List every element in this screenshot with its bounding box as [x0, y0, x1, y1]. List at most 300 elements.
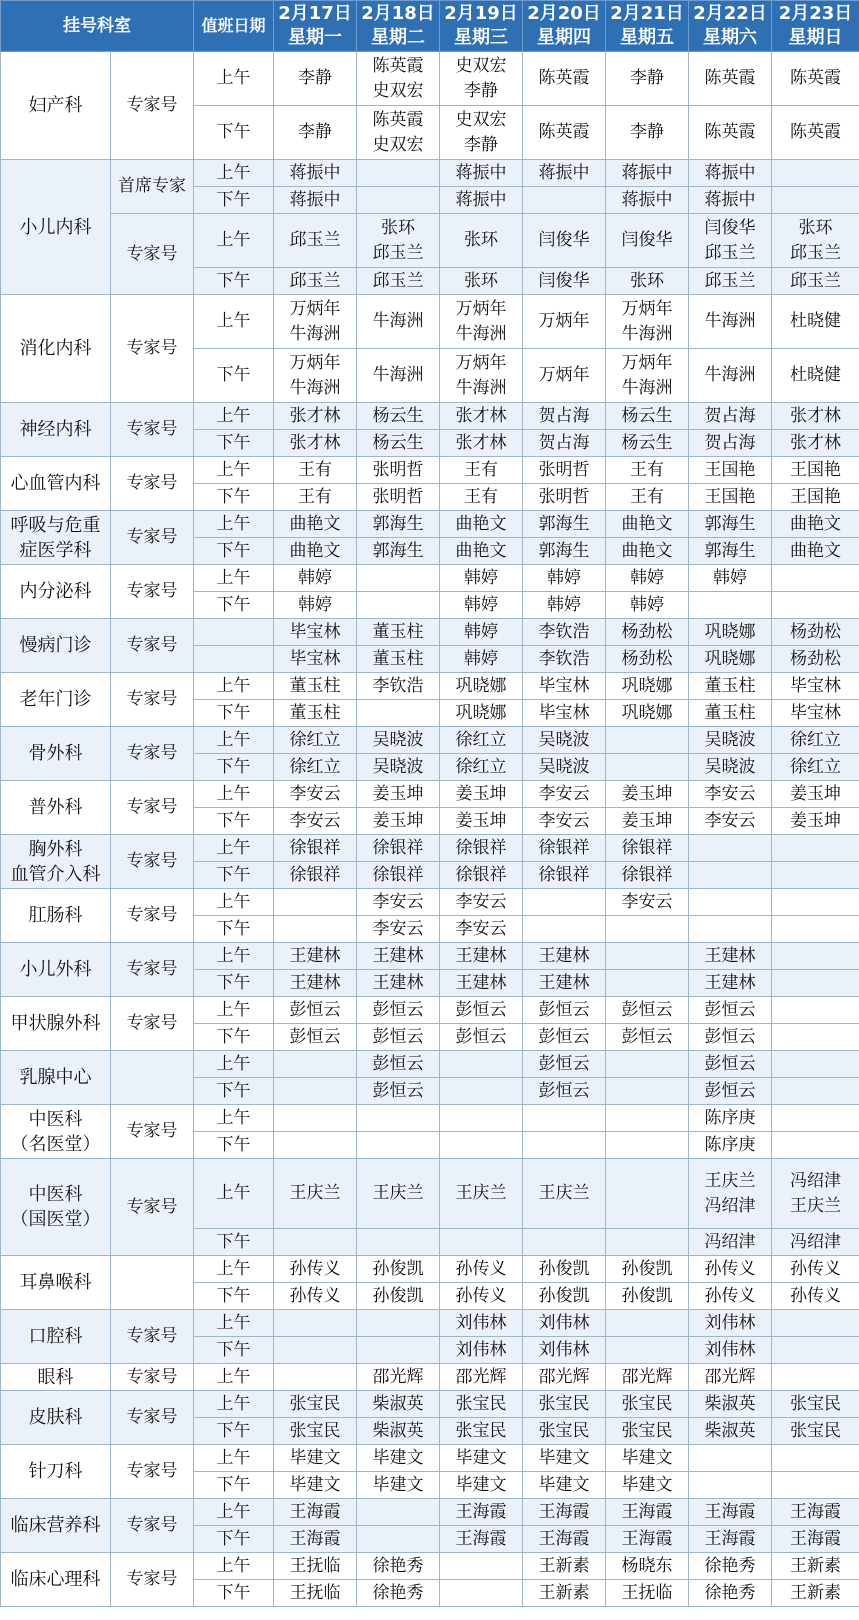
doctor-cell: 闫俊华	[606, 214, 689, 268]
department-name: 消化内科	[1, 295, 111, 403]
doctor-cell	[357, 1105, 440, 1132]
doctor-cell	[523, 187, 606, 214]
doctor-cell: 李安云	[357, 916, 440, 943]
doctor-cell	[274, 1364, 357, 1391]
session-label: 上午	[194, 997, 274, 1024]
doctor-cell: 徐红立	[274, 727, 357, 754]
doctor-cell: 李静	[274, 106, 357, 160]
doctor-cell	[689, 862, 772, 889]
doctor-cell	[772, 1132, 859, 1159]
doctor-cell: 徐红立	[772, 754, 859, 781]
schedule-row	[1, 403, 859, 430]
doctor-cell: 彭恒云	[689, 1078, 772, 1105]
department-name: 中医科 （国医堂）	[1, 1159, 111, 1256]
doctor-cell	[606, 727, 689, 754]
registration-type: 专家号	[111, 1310, 194, 1364]
registration-type: 专家号	[111, 295, 194, 403]
doctor-cell: 邱玉兰	[689, 268, 772, 295]
doctor-cell	[606, 1105, 689, 1132]
doctor-cell	[440, 1132, 523, 1159]
doctor-cell: 柴淑英	[357, 1391, 440, 1418]
doctor-cell: 张环	[440, 268, 523, 295]
session-label	[194, 619, 274, 646]
doctor-cell: 毕宝林	[523, 700, 606, 727]
doctor-cell: 毕建文	[274, 1472, 357, 1499]
doctor-cell: 万炳年 牛海洲	[440, 349, 523, 403]
doctor-cell: 毕建文	[606, 1472, 689, 1499]
session-label: 上午	[194, 52, 274, 106]
doctor-cell: 彭恒云	[440, 997, 523, 1024]
doctor-cell: 孙俊凯	[606, 1283, 689, 1310]
doctor-cell: 姜玉坤	[772, 781, 859, 808]
doctor-cell: 孙传义	[689, 1256, 772, 1283]
session-label: 下午	[194, 808, 274, 835]
doctor-cell: 王新素	[523, 1553, 606, 1580]
doctor-cell: 王建林	[274, 943, 357, 970]
doctor-cell: 彭恒云	[357, 997, 440, 1024]
doctor-cell	[772, 916, 859, 943]
doctor-cell: 郭海生	[357, 511, 440, 538]
schedule-row	[1, 1159, 859, 1229]
doctor-cell: 闫俊华	[523, 214, 606, 268]
registration-type: 专家号	[111, 1105, 194, 1159]
doctor-cell: 张环	[606, 268, 689, 295]
doctor-cell: 刘伟林	[689, 1337, 772, 1364]
session-label: 上午	[194, 1364, 274, 1391]
doctor-cell: 邵光辉	[357, 1364, 440, 1391]
doctor-cell	[772, 1472, 859, 1499]
session-label: 下午	[194, 700, 274, 727]
doctor-cell: 张环 邱玉兰	[772, 214, 859, 268]
doctor-cell: 张宝民	[440, 1391, 523, 1418]
doctor-cell	[772, 1364, 859, 1391]
doctor-cell: 蒋振中	[440, 160, 523, 187]
doctor-cell: 王抚临	[606, 1580, 689, 1607]
doctor-cell: 王海霞	[772, 1526, 859, 1553]
doctor-cell: 王有	[606, 484, 689, 511]
registration-type: 专家号	[111, 52, 194, 160]
department-name: 临床营养科	[1, 1499, 111, 1553]
doctor-cell: 杨云生	[357, 430, 440, 457]
doctor-cell: 李静	[606, 52, 689, 106]
doctor-cell: 邵光辉	[440, 1364, 523, 1391]
doctor-cell	[523, 916, 606, 943]
session-label: 下午	[194, 916, 274, 943]
doctor-cell: 贺占海	[523, 403, 606, 430]
doctor-cell: 韩婷	[274, 592, 357, 619]
registration-type: 专家号	[111, 214, 194, 295]
doctor-cell: 王国艳	[689, 484, 772, 511]
department-name: 心血管内科	[1, 457, 111, 511]
doctor-cell: 蒋振中	[274, 160, 357, 187]
doctor-cell: 王庆兰	[523, 1159, 606, 1229]
doctor-cell: 蒋振中	[440, 187, 523, 214]
doctor-cell	[357, 1310, 440, 1337]
doctor-cell: 蒋振中	[523, 160, 606, 187]
doctor-cell: 张宝民	[274, 1391, 357, 1418]
doctor-cell	[357, 700, 440, 727]
doctor-cell: 万炳年 牛海洲	[606, 349, 689, 403]
session-label: 上午	[194, 565, 274, 592]
department-name: 小儿内科	[1, 160, 111, 295]
session-label: 下午	[194, 1229, 274, 1256]
doctor-cell: 冯绍津 王庆兰	[772, 1159, 859, 1229]
doctor-cell: 孙传义	[440, 1283, 523, 1310]
dept-header: 挂号科室	[1, 1, 194, 52]
doctor-cell: 孙传义	[274, 1256, 357, 1283]
doctor-cell	[357, 1337, 440, 1364]
doctor-cell: 徐艳秀	[357, 1580, 440, 1607]
doctor-cell: 李安云	[440, 916, 523, 943]
doctor-cell: 李钦浩	[523, 619, 606, 646]
department-name: 耳鼻喉科	[1, 1256, 111, 1310]
doctor-cell: 王抚临	[274, 1553, 357, 1580]
doctor-cell: 王国艳	[772, 484, 859, 511]
doctor-cell: 王庆兰	[357, 1159, 440, 1229]
doctor-cell: 徐银祥	[274, 862, 357, 889]
doctor-cell: 毕建文	[357, 1472, 440, 1499]
department-name: 普外科	[1, 781, 111, 835]
doctor-cell: 李钦浩	[357, 673, 440, 700]
doctor-cell: 蒋振中	[274, 187, 357, 214]
doctor-cell: 孙俊凯	[523, 1283, 606, 1310]
session-label: 下午	[194, 1418, 274, 1445]
doctor-cell: 孙俊凯	[357, 1256, 440, 1283]
doctor-cell: 曲艳文	[606, 511, 689, 538]
doctor-cell: 贺占海	[523, 430, 606, 457]
session-label: 下午	[194, 592, 274, 619]
doctor-cell	[606, 754, 689, 781]
doctor-cell: 徐红立	[772, 727, 859, 754]
doctor-cell	[606, 970, 689, 997]
doctor-cell: 姜玉坤	[440, 781, 523, 808]
doctor-cell	[274, 1229, 357, 1256]
session-label: 上午	[194, 457, 274, 484]
doctor-cell: 张宝民	[523, 1418, 606, 1445]
doctor-cell: 彭恒云	[440, 1024, 523, 1051]
session-label: 下午	[194, 538, 274, 565]
doctor-cell: 王海霞	[523, 1499, 606, 1526]
doctor-cell: 王有	[440, 457, 523, 484]
doctor-cell: 徐红立	[440, 754, 523, 781]
doctor-cell: 李安云	[606, 889, 689, 916]
registration-type: 首席专家	[111, 160, 194, 214]
doctor-cell: 姜玉坤	[606, 808, 689, 835]
doctor-cell	[523, 1229, 606, 1256]
schedule-row	[1, 1310, 859, 1337]
doctor-cell: 李安云	[274, 808, 357, 835]
registration-type: 专家号	[111, 1553, 194, 1607]
doctor-cell: 杨劲松	[772, 619, 859, 646]
registration-type: 专家号	[111, 727, 194, 781]
doctor-cell: 刘伟林	[689, 1310, 772, 1337]
doctor-cell: 张宝民	[523, 1391, 606, 1418]
doctor-cell: 王海霞	[440, 1499, 523, 1526]
registration-type: 专家号	[111, 1391, 194, 1445]
doctor-cell	[606, 1132, 689, 1159]
session-label: 上午	[194, 511, 274, 538]
doctor-cell: 杨云生	[357, 403, 440, 430]
schedule-body	[1, 52, 859, 1607]
doctor-cell: 李安云	[440, 889, 523, 916]
doctor-cell: 孙俊凯	[357, 1283, 440, 1310]
doctor-cell: 杨劲松	[772, 646, 859, 673]
doctor-cell	[772, 889, 859, 916]
doctor-cell: 彭恒云	[357, 1078, 440, 1105]
doctor-cell	[689, 889, 772, 916]
header-row	[1, 1, 859, 52]
doctor-cell: 徐银祥	[274, 835, 357, 862]
doctor-cell: 李安云	[357, 889, 440, 916]
doctor-cell: 张才林	[440, 430, 523, 457]
session-label: 上午	[194, 160, 274, 187]
doctor-cell: 毕建文	[357, 1445, 440, 1472]
doctor-cell: 彭恒云	[274, 997, 357, 1024]
registration-type: 专家号	[111, 619, 194, 673]
doctor-cell: 张环	[440, 214, 523, 268]
doctor-cell	[440, 1229, 523, 1256]
doctor-cell: 王建林	[440, 970, 523, 997]
doctor-cell	[606, 1310, 689, 1337]
doctor-cell: 彭恒云	[523, 1078, 606, 1105]
schedule-row	[1, 997, 859, 1024]
doctor-cell: 贺占海	[689, 403, 772, 430]
schedule-row	[1, 160, 859, 187]
doctor-cell	[440, 1580, 523, 1607]
doctor-cell: 郭海生	[689, 511, 772, 538]
doctor-cell: 韩婷	[523, 592, 606, 619]
doctor-cell: 牛海洲	[357, 295, 440, 349]
doctor-cell	[357, 1499, 440, 1526]
doctor-cell: 牛海洲	[689, 295, 772, 349]
doctor-cell: 姜玉坤	[357, 808, 440, 835]
session-label: 下午	[194, 1526, 274, 1553]
doctor-cell	[772, 862, 859, 889]
doctor-cell: 刘伟林	[523, 1310, 606, 1337]
department-name: 皮肤科	[1, 1391, 111, 1445]
session-label: 下午	[194, 1078, 274, 1105]
doctor-cell	[523, 1105, 606, 1132]
registration-type: 专家号	[111, 889, 194, 943]
doctor-cell: 闫俊华	[523, 268, 606, 295]
doctor-cell: 邱玉兰	[357, 268, 440, 295]
doctor-cell	[772, 1078, 859, 1105]
doctor-cell: 孙传义	[440, 1256, 523, 1283]
registration-type: 专家号	[111, 835, 194, 889]
doctor-cell: 王建林	[523, 970, 606, 997]
doctor-cell: 李静	[606, 106, 689, 160]
session-label: 上午	[194, 1391, 274, 1418]
session-label: 上午	[194, 403, 274, 430]
doctor-cell: 李钦浩	[523, 646, 606, 673]
doctor-cell: 巩晓娜	[606, 700, 689, 727]
doctor-cell	[606, 1051, 689, 1078]
doctor-cell: 王海霞	[606, 1499, 689, 1526]
doctor-cell: 彭恒云	[523, 1024, 606, 1051]
doctor-cell: 董玉柱	[274, 700, 357, 727]
doctor-cell	[772, 160, 859, 187]
registration-type: 专家号	[111, 1159, 194, 1256]
department-name: 口腔科	[1, 1310, 111, 1364]
registration-type: 专家号	[111, 565, 194, 619]
doctor-cell	[274, 889, 357, 916]
doctor-cell	[274, 1337, 357, 1364]
registration-type	[111, 1051, 194, 1105]
doctor-cell: 彭恒云	[523, 997, 606, 1024]
doctor-cell: 杜晓健	[772, 295, 859, 349]
day-header: 2月23日 星期日	[772, 1, 859, 52]
doctor-cell	[606, 1337, 689, 1364]
session-label: 下午	[194, 484, 274, 511]
doctor-cell	[772, 835, 859, 862]
session-label: 上午	[194, 1105, 274, 1132]
doctor-cell: 王有	[440, 484, 523, 511]
doctor-cell: 姜玉坤	[357, 781, 440, 808]
doctor-cell: 李安云	[523, 808, 606, 835]
schedule-row	[1, 1499, 859, 1526]
doctor-cell: 李安云	[274, 781, 357, 808]
department-name: 内分泌科	[1, 565, 111, 619]
department-name: 眼科	[1, 1364, 111, 1391]
doctor-cell: 王建林	[357, 970, 440, 997]
doctor-cell: 王建林	[440, 943, 523, 970]
doctor-cell: 曲艳文	[772, 511, 859, 538]
doctor-cell: 牛海洲	[689, 349, 772, 403]
doctor-cell: 曲艳文	[274, 538, 357, 565]
doctor-cell: 徐银祥	[357, 835, 440, 862]
doctor-cell: 韩婷	[606, 592, 689, 619]
doctor-cell	[357, 187, 440, 214]
doctor-cell: 吴晓波	[523, 754, 606, 781]
doctor-cell: 邱玉兰	[274, 268, 357, 295]
doctor-cell: 巩晓娜	[606, 673, 689, 700]
doctor-cell: 王庆兰	[440, 1159, 523, 1229]
doctor-cell: 郭海生	[523, 538, 606, 565]
doctor-cell: 张才林	[772, 403, 859, 430]
session-label: 下午	[194, 187, 274, 214]
doctor-cell: 孙俊凯	[606, 1256, 689, 1283]
doctor-cell: 徐银祥	[523, 862, 606, 889]
session-label: 下午	[194, 754, 274, 781]
doctor-cell: 王有	[274, 457, 357, 484]
doctor-cell: 王海霞	[440, 1526, 523, 1553]
doctor-cell	[523, 1132, 606, 1159]
session-label: 上午	[194, 889, 274, 916]
registration-type: 专家号	[111, 997, 194, 1051]
doctor-cell: 张才林	[772, 430, 859, 457]
doctor-cell: 冯绍津	[772, 1229, 859, 1256]
doctor-cell: 徐银祥	[523, 835, 606, 862]
doctor-cell: 彭恒云	[606, 997, 689, 1024]
doctor-cell: 刘伟林	[440, 1310, 523, 1337]
doctor-cell	[772, 187, 859, 214]
doctor-cell: 万炳年	[523, 295, 606, 349]
doctor-cell: 万炳年 牛海洲	[606, 295, 689, 349]
doctor-cell: 彭恒云	[523, 1051, 606, 1078]
schedule-row	[1, 1445, 859, 1472]
doctor-cell: 韩婷	[440, 619, 523, 646]
doctor-cell	[689, 1472, 772, 1499]
registration-type: 专家号	[111, 511, 194, 565]
doctor-cell	[440, 1105, 523, 1132]
doctor-cell: 邵光辉	[523, 1364, 606, 1391]
department-name: 甲状腺外科	[1, 997, 111, 1051]
doctor-cell: 邵光辉	[606, 1364, 689, 1391]
schedule-row	[1, 889, 859, 916]
schedule-row	[1, 727, 859, 754]
doctor-cell: 徐银祥	[606, 835, 689, 862]
doctor-cell	[689, 835, 772, 862]
doctor-cell: 徐银祥	[440, 862, 523, 889]
doctor-cell: 孙传义	[274, 1283, 357, 1310]
doctor-cell	[357, 160, 440, 187]
doctor-cell: 曲艳文	[440, 511, 523, 538]
schedule-row	[1, 1364, 859, 1391]
doctor-cell: 王抚临	[274, 1580, 357, 1607]
session-label: 上午	[194, 1553, 274, 1580]
department-name: 骨外科	[1, 727, 111, 781]
doctor-cell: 陈英霞 史双宏	[357, 106, 440, 160]
doctor-cell: 王新素	[523, 1580, 606, 1607]
doctor-cell: 邱玉兰	[772, 268, 859, 295]
doctor-cell	[772, 943, 859, 970]
session-label: 下午	[194, 1337, 274, 1364]
day-header: 2月18日 星期二	[357, 1, 440, 52]
doctor-cell: 毕建文	[440, 1445, 523, 1472]
schedule-row	[1, 511, 859, 538]
doctor-cell: 万炳年 牛海洲	[440, 295, 523, 349]
doctor-cell: 毕宝林	[523, 673, 606, 700]
doctor-cell	[772, 1310, 859, 1337]
session-label: 上午	[194, 943, 274, 970]
session-label: 下午	[194, 349, 274, 403]
doctor-cell: 毕建文	[274, 1445, 357, 1472]
schedule-row	[1, 565, 859, 592]
doctor-cell	[689, 592, 772, 619]
doctor-cell: 王庆兰 冯绍津	[689, 1159, 772, 1229]
doctor-cell: 徐红立	[440, 727, 523, 754]
doctor-cell: 姜玉坤	[440, 808, 523, 835]
doctor-cell: 韩婷	[689, 565, 772, 592]
doctor-cell	[357, 1526, 440, 1553]
doctor-cell: 王建林	[689, 970, 772, 997]
session-label: 上午	[194, 295, 274, 349]
doctor-cell: 李安云	[523, 781, 606, 808]
doctor-cell: 陈英霞	[523, 52, 606, 106]
doctor-cell: 陈英霞	[523, 106, 606, 160]
department-name: 胸外科 血管介入科	[1, 835, 111, 889]
doctor-cell: 陈序庚	[689, 1132, 772, 1159]
session-label: 下午	[194, 268, 274, 295]
doctor-cell	[357, 565, 440, 592]
session-label: 下午	[194, 430, 274, 457]
doctor-cell	[274, 1078, 357, 1105]
doctor-cell: 王海霞	[689, 1499, 772, 1526]
doctor-cell	[440, 1051, 523, 1078]
doctor-cell: 吴晓波	[357, 727, 440, 754]
doctor-cell: 万炳年 牛海洲	[274, 349, 357, 403]
registration-type: 专家号	[111, 1445, 194, 1499]
doctor-cell: 孙传义	[772, 1283, 859, 1310]
session-label: 下午	[194, 106, 274, 160]
doctor-cell: 毕宝林	[274, 646, 357, 673]
session-label: 上午	[194, 1051, 274, 1078]
doctor-cell: 巩晓娜	[440, 673, 523, 700]
department-name: 针刀科	[1, 1445, 111, 1499]
registration-type: 专家号	[111, 673, 194, 727]
doctor-cell: 孙传义	[772, 1256, 859, 1283]
schedule-row	[1, 295, 859, 349]
